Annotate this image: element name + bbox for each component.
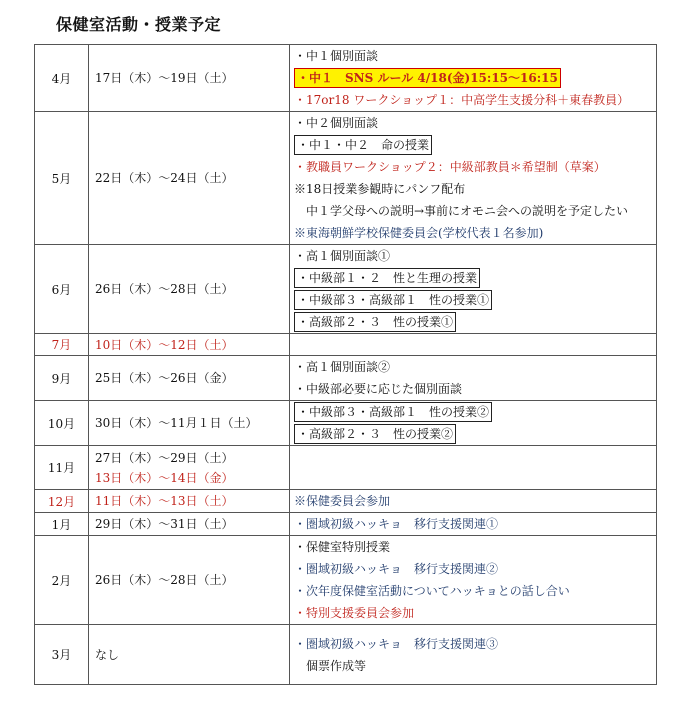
month-cell: 3月 [35,625,89,685]
boxed-activity: ・中１・中２ 命の授業 [294,135,432,155]
items-cell [290,245,657,334]
items-cell [290,334,657,356]
activity-line [294,289,656,311]
schedule-row [35,45,657,112]
date-cell [89,490,290,513]
activity-line [294,222,656,244]
activity-text: ※保健委員会参加 [294,494,391,508]
date-cell [89,245,290,334]
date-cell [89,446,290,490]
items-cell [290,625,657,685]
activity-text: ・高１個別面談① [294,249,391,263]
activity-line [294,200,656,222]
date-range: 13日（木）～14日（金） [95,470,234,485]
activity-text: ・圏域初級ハッキョ 移行支援関連① [294,517,499,531]
month-cell: 12月 [35,490,89,513]
activity-line [294,536,656,558]
activity-text: ・17or18 ワークショップ１：中高学生支援分科＋東春教員） [294,93,630,107]
month-cell: 11月 [35,446,89,490]
activity-text: ※18日授業参観時にパンフ配布 [294,182,466,196]
month-cell: 4月 [35,45,89,112]
boxed-activity: ・高級部２・３ 性の授業① [294,312,456,332]
schedule-row [35,490,657,513]
date-range: 26日（木）～28日（土） [95,282,234,296]
activity-line [294,378,656,400]
schedule-row [35,112,657,245]
date-range: 17日（木）～19日（土） [95,71,234,85]
date-cell [89,625,290,685]
activity-text: ・保健室特別授業 [294,540,391,554]
schedule-body [35,45,657,685]
items-cell [290,490,657,513]
date-range: 30日（木）～11月１日（土） [95,416,258,430]
month-cell: 10月 [35,401,89,446]
activity-text: ・中級部必要に応じた個別面談 [294,382,463,396]
activity-line [294,178,656,200]
date-range: 25日（木）～26日（金） [95,371,234,385]
activity-line [294,311,656,333]
schedule-table [34,44,657,685]
activity-line [294,490,656,512]
schedule-row [35,334,657,356]
activity-text: 中１学父母への説明→事前にオモニ会への説明を予定したい [294,204,629,218]
date-range: 27日（木）～29日（土） [95,450,234,465]
activity-text: ・次年度保健室活動についてハッキョとの話し合い [294,584,570,598]
schedule-row [35,356,657,401]
date-cell [89,45,290,112]
date-range: なし [95,647,120,662]
date-cell [89,112,290,245]
items-cell [290,401,657,446]
date-cell [89,401,290,446]
boxed-activity: ・高級部２・３ 性の授業② [294,424,456,444]
month-cell: 5月 [35,112,89,245]
items-cell [290,513,657,536]
date-range: 10日（木）～12日（土） [95,337,234,352]
activity-line [294,89,656,111]
date-range: 29日（木）～31日（土） [95,517,234,531]
date-cell [89,536,290,625]
items-cell [290,45,657,112]
date-range: 22日（木）～24日（土） [95,171,234,185]
schedule-row [35,513,657,536]
month-cell: 7月 [35,334,89,356]
date-cell [89,356,290,401]
activity-text: ・特別支援委員会参加 [294,606,415,620]
schedule-row [35,245,657,334]
activity-line [294,112,656,134]
schedule-row [35,401,657,446]
activity-line [294,45,656,67]
schedule-row [35,536,657,625]
schedule-row [35,625,657,685]
activity-text: ・教職員ワークショップ２：中級部教員＊希望制（草案） [294,160,606,174]
activity-text: ・高１個別面談② [294,360,391,374]
date-range: 11日（木）～13日（土） [95,494,234,508]
activity-text: 個票作成等 [294,658,367,673]
activity-text: ・中２個別面談 [294,116,379,130]
activity-line [294,267,656,289]
activity-text: ・圏域初級ハッキョ 移行支援関連② [294,562,499,576]
activity-line [294,423,656,445]
activity-text: ※東海朝鮮学校保健委員会(学校代表１名参加) [294,226,544,240]
activity-text: ・中１個別面談 [294,49,379,63]
month-cell: 6月 [35,245,89,334]
boxed-activity: ・中級部３・高級部１ 性の授業① [294,290,492,310]
highlighted-activity: ・中１ SNS ルール 4/18(金)15:15～16:15 [294,68,561,88]
activity-line [294,401,656,423]
month-cell: 9月 [35,356,89,401]
activity-line [294,513,656,535]
items-cell [290,446,657,490]
activity-line [294,134,656,156]
activity-line [294,156,656,178]
items-cell [290,356,657,401]
activity-line [294,356,656,378]
month-cell: 2月 [35,536,89,625]
activity-line [294,655,656,677]
date-range: 26日（木）～28日（土） [95,573,234,587]
activity-line [294,633,656,655]
items-cell [290,112,657,245]
items-cell [290,536,657,625]
date-cell [89,334,290,356]
activity-line [294,558,656,580]
activity-line [294,67,656,89]
boxed-activity: ・中級部１・２ 性と生理の授業 [294,268,480,288]
boxed-activity: ・中級部３・高級部１ 性の授業② [294,402,492,422]
schedule-row [35,446,657,490]
page-title: 保健室活動・授業予定 [56,15,222,34]
activity-text: ・圏域初級ハッキョ 移行支援関連③ [294,636,499,651]
activity-line [294,580,656,602]
activity-line [294,602,656,624]
date-cell [89,513,290,536]
activity-line [294,245,656,267]
month-cell: 1月 [35,513,89,536]
